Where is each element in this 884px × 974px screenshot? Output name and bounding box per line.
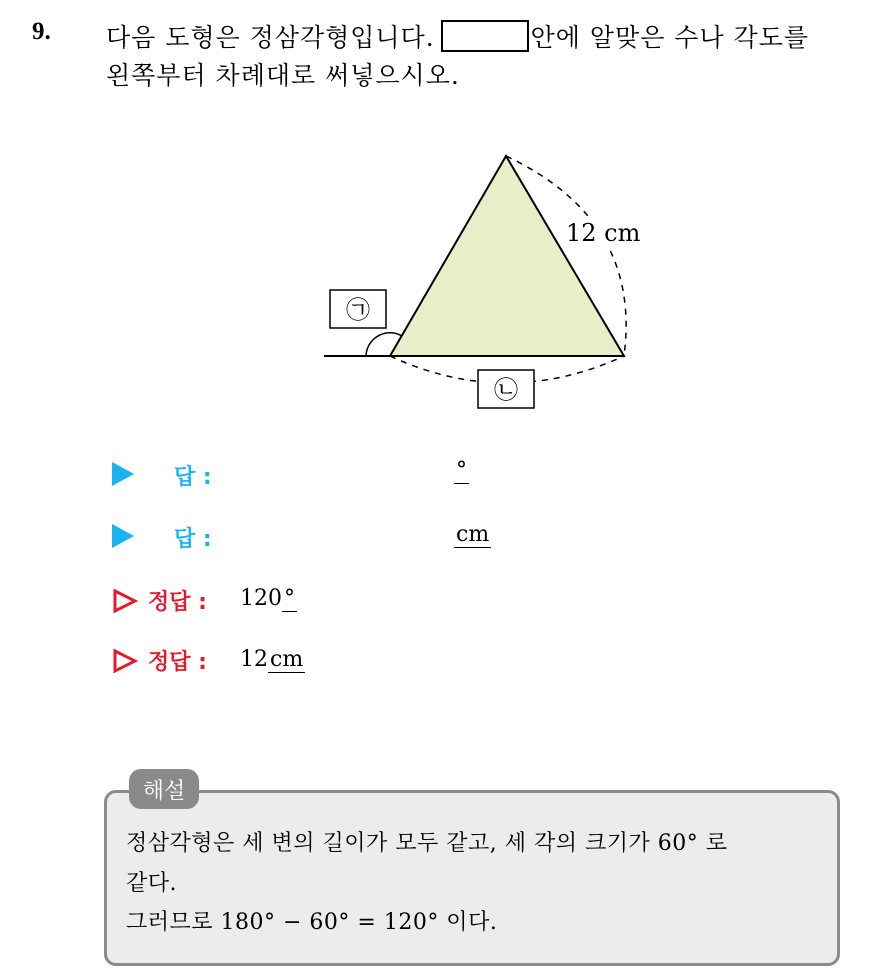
question-line-1 — [106, 18, 809, 54]
answer-unit-1: ° — [456, 458, 467, 483]
answer-blank-1[interactable] — [454, 458, 469, 483]
play-arrow-icon — [112, 524, 134, 548]
correct-answer-1 — [240, 586, 297, 611]
solution-line-1: 정삼각형은 세 변의 길이가 모두 같고, 세 각의 크기가 60° 로 — [126, 831, 728, 856]
box-b-label: ㉡ — [494, 376, 518, 404]
outline-arrow-icon — [112, 588, 138, 614]
correct-unit-1: ° — [284, 586, 295, 611]
correct-value-2: 12 — [240, 647, 268, 672]
question-number: 9. — [32, 18, 51, 45]
correct-answer-2 — [240, 647, 305, 672]
correct-value-1: 120 — [240, 586, 282, 611]
blank-box — [441, 20, 529, 52]
question-text-after-box: 안에 알맞은 수나 각도를 — [530, 23, 809, 52]
outline-arrow-icon — [112, 648, 138, 674]
equilateral-triangle-figure — [320, 150, 660, 420]
solution-line-3: 그러므로 180° − 60° = 120° 이다. — [126, 910, 498, 935]
solution-line-2: 같다. — [126, 871, 177, 896]
solution-tab: 해설 — [129, 769, 199, 809]
answer-unit-2: cm — [456, 522, 490, 547]
triangle-shape — [390, 156, 624, 356]
box-a-label: ㉠ — [346, 296, 370, 324]
answer-arrow-1 — [112, 462, 134, 486]
side-length-label: 12 cm — [566, 219, 641, 247]
correct-unit-2: cm — [270, 647, 304, 672]
play-arrow-icon — [112, 462, 134, 486]
question-line-2: 왼쪽부터 차례대로 써넣으시오. — [106, 61, 460, 90]
answer-blank-2[interactable] — [454, 522, 491, 547]
correct-label-2: 정답 : — [148, 650, 207, 675]
question-text-before-box: 다음 도형은 정삼각형입니다. — [106, 23, 435, 52]
solution-box — [104, 790, 840, 966]
answer-label-1: 답 : — [174, 465, 212, 490]
answer-arrow-2 — [112, 524, 134, 548]
answer-label-2: 답 : — [174, 527, 212, 552]
correct-label-1: 정답 : — [148, 590, 207, 615]
